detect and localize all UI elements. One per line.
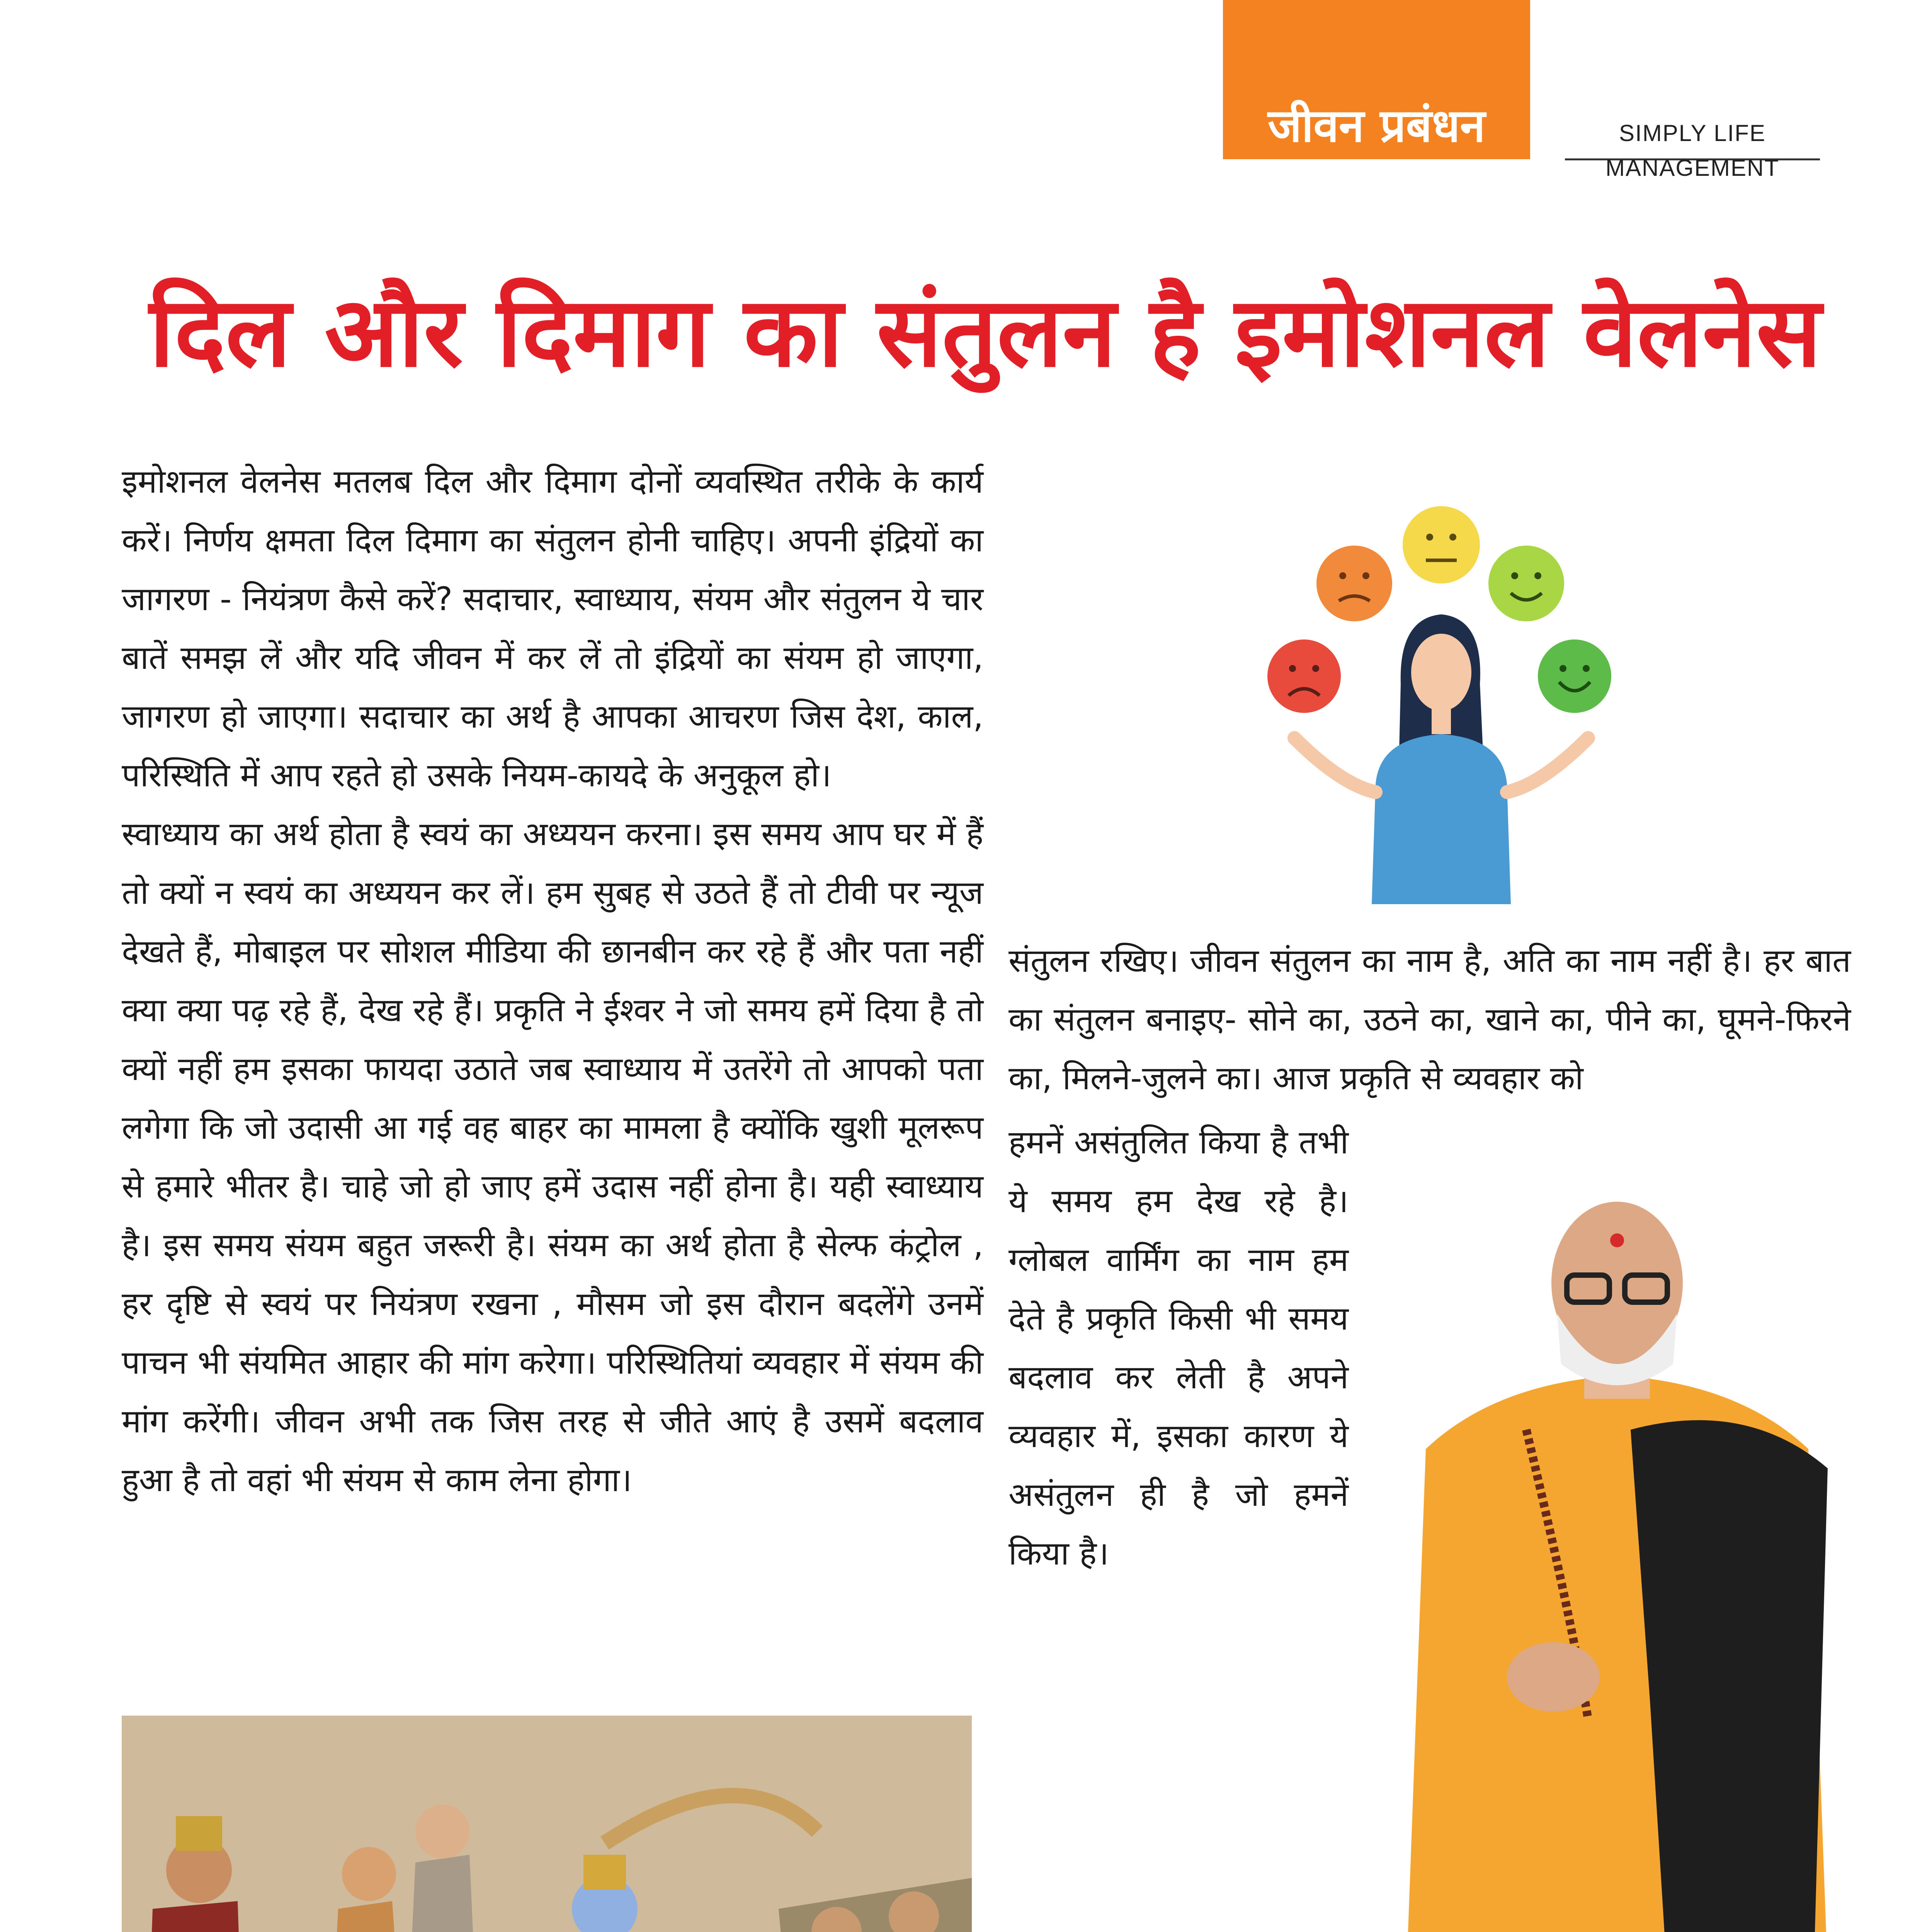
article-headline: दिल और दिमाग का संतुलन है इमोशनल वेलनेस <box>149 276 1821 388</box>
author-portrait <box>1379 1198 1855 1932</box>
sad-face-icon <box>1267 639 1341 713</box>
section-label-english: SIMPLY LIFE MANAGEMENT <box>1565 116 1820 160</box>
body-paragraph-1: इमोशनल वेलनेस मतलब दिल और दिमाग दोनों व्यवस्थित तरीके के कार्य करें। निर्णय क्षमता दिल दिमाग का संतुलन होनी चाहिए। अपनी इंद्रियों का जागरण - नियंत्रण कैसे करें? सदाचार, स्वाध्याय, संयम और संतुलन ये चार बातें समझ लें और यदि जीवन में कर लें तो इंद्रियों का संयम हो जाएगा, जागरण हो जाएगा। सदाचार का अर्थ है आपका आचरण जिस देश, काल, परिस्थिति में आप रहते हो उसके नियम-कायदे के अनुकूल हो। <box>122 463 983 794</box>
body-paragraph-2: स्वाध्याय का अर्थ होता है स्वयं का अध्ययन करना। इस समय आप घर में हैं तो क्यों न स्वयं का अध्ययन कर लें। हम सुबह से उठते हैं तो टीवी पर न्यूज देखते हैं, मोबाइल पर सोशल मीडिया की छानबीन कर रहे हैं और पता नहीं क्या क्या पढ़ रहे हैं, देख रहे हैं। प्रकृति ने ईश्वर ने जो समय हमें दिया है तो क्यों नहीं हम इसका फायदा उठाते जब स्वाध्याय में उतरेंगे तो आपको पता लगेगा कि जो उदासी आ गई वह बाहर का मामला है क्योंकि खुशी मूलरूप से हमारे भीतर है। चाहे जो हो जाए हमें उदास नहीं होना है। यही स्वाध्याय है। इस समय संयम बहुत जरूरी है। संयम का अर्थ होता है सेल्फ कंट्रोल , हर दृष्टि से स्वयं पर नियंत्रण रखना , मौसम जो इस दौरान बदलेंगे उनमें पाचन भी संयमित आहार की मांग करेगा। परिस्थितियां व्यवहार में संयम की मांग करेंगी। जीवन अभी तक जिस तरह से जीते आएं है उसमें बदलाव हुआ है तो वहां भी संयम से काम लेना होगा। <box>122 815 983 1499</box>
happy-face-icon <box>1538 639 1611 713</box>
unhappy-face-icon <box>1316 546 1392 621</box>
ramayana-painting <box>122 1716 972 1932</box>
neutral-face-icon <box>1403 506 1480 583</box>
right-narrow-column <box>1009 1113 1349 1583</box>
emotion-balance-illustration <box>1264 491 1619 904</box>
right-column-paragraph: संतुलन रखिए। जीवन संतुलन का नाम है, अति का नाम नहीं है। हर बात का संतुलन बनाइए- सोने का, उठने का, खाने का, पीने का, घूमने-फिरने का, मिलने-जुलने का। आज प्रकृति से व्यवहार को <box>1009 942 1851 1097</box>
right-narrow-paragraph: हमनें असंतुलित किया है तभी ये समय हम देख रहे है। ग्लोबल वार्मिंग का नाम हम देते है प्रकृति किसी भी समय बदलाव कर लेती है अपने व्यवहार में, इसका कारण ये असंतुलन ही है जो हमनें किया है। <box>1009 1123 1349 1572</box>
section-label: जीवन प्रबंधन <box>1268 99 1485 152</box>
smile-face-icon <box>1488 546 1564 621</box>
left-column <box>122 452 983 1509</box>
